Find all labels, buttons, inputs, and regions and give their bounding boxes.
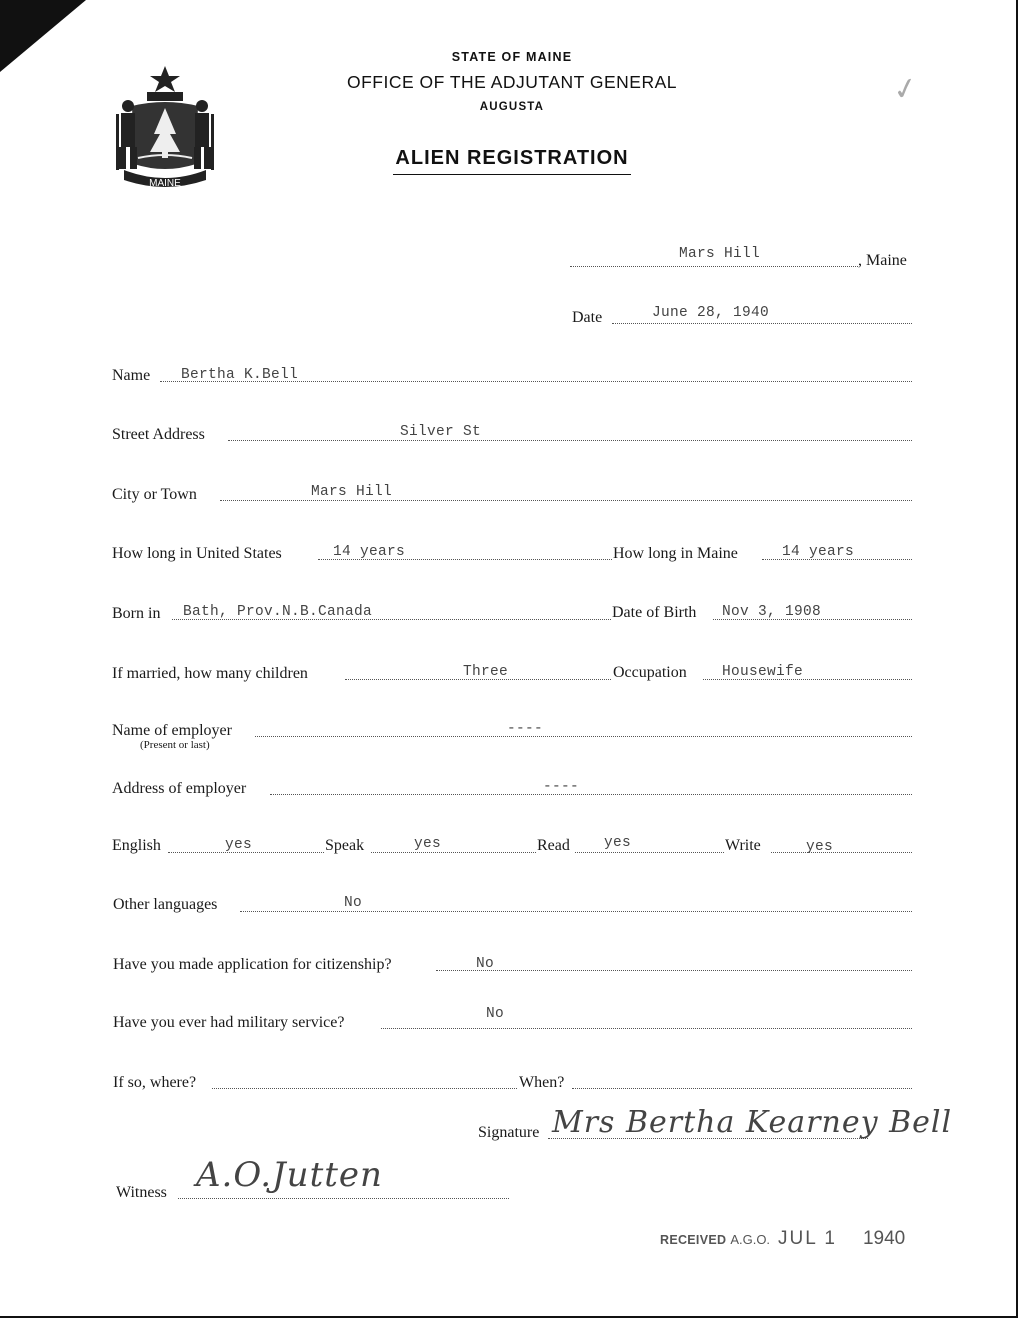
where-label: If so, where? bbox=[113, 1074, 197, 1091]
other-languages-label: Other languages bbox=[113, 896, 218, 913]
employer-name-note: (Present or last) bbox=[140, 739, 210, 751]
city-line bbox=[220, 500, 912, 501]
citizenship-label: Have you made application for citizenship? bbox=[113, 956, 392, 973]
employer-address-line bbox=[270, 794, 912, 795]
stamp-date: JUL 1 bbox=[778, 1228, 837, 1249]
where-line bbox=[212, 1088, 517, 1089]
stamp-office: A.G.O. bbox=[730, 1232, 771, 1247]
checkmark-icon: ✓ bbox=[889, 69, 922, 110]
date-of-birth-value[interactable]: Nov 3, 1908 bbox=[722, 604, 822, 620]
street-address-label: Street Address bbox=[112, 426, 205, 443]
city-heading: AUGUSTA bbox=[479, 101, 545, 113]
name-value[interactable]: Bertha K.Bell bbox=[181, 367, 299, 383]
how-long-maine-label: How long in Maine bbox=[613, 545, 738, 562]
read-label: Read bbox=[537, 837, 570, 854]
employer-name-line bbox=[255, 736, 912, 737]
when-line bbox=[572, 1088, 912, 1089]
employer-name-value[interactable]: ---- bbox=[507, 721, 544, 737]
when-label: When? bbox=[519, 1074, 565, 1091]
english-label: English bbox=[112, 837, 161, 854]
born-in-label: Born in bbox=[112, 605, 161, 622]
write-value[interactable]: yes bbox=[806, 839, 834, 855]
occupation-label: Occupation bbox=[613, 664, 687, 681]
born-in-value[interactable]: Bath, Prov.N.B.Canada bbox=[183, 604, 373, 620]
date-of-birth-label: Date of Birth bbox=[612, 604, 697, 621]
read-line bbox=[575, 852, 724, 853]
date-label: Date bbox=[572, 309, 603, 326]
how-long-maine-value[interactable]: 14 years bbox=[782, 544, 855, 560]
street-address-line bbox=[228, 440, 912, 441]
town-line bbox=[570, 266, 858, 267]
children-label: If married, how many children bbox=[112, 665, 308, 682]
witness-line bbox=[178, 1198, 509, 1199]
office-heading: OFFICE OF THE ADJUTANT GENERAL bbox=[346, 72, 678, 92]
city-label: City or Town bbox=[112, 486, 197, 503]
speak-value[interactable]: yes bbox=[414, 836, 442, 852]
maine-suffix-label: , Maine bbox=[858, 252, 907, 269]
speak-line bbox=[371, 852, 536, 853]
form-title bbox=[0, 147, 1024, 175]
how-long-us-value[interactable]: 14 years bbox=[333, 544, 406, 560]
speak-label: Speak bbox=[325, 837, 365, 854]
seal-banner-text: MAINE bbox=[149, 178, 181, 189]
citizenship-value[interactable]: No bbox=[476, 956, 495, 972]
received-stamp bbox=[660, 1229, 905, 1248]
stamp-year: 1940 bbox=[862, 1228, 906, 1249]
employer-address-label: Address of employer bbox=[112, 780, 247, 797]
occupation-value[interactable]: Housewife bbox=[722, 664, 804, 680]
citizenship-line bbox=[436, 970, 912, 971]
write-line bbox=[771, 852, 912, 853]
military-service-line bbox=[381, 1028, 912, 1029]
name-label: Name bbox=[112, 367, 151, 384]
witness-value[interactable]: A.O.Jutten bbox=[196, 1155, 383, 1195]
date-line bbox=[612, 323, 912, 324]
witness-label: Witness bbox=[116, 1184, 167, 1201]
stamp-received: RECEIVED bbox=[660, 1233, 727, 1247]
other-languages-value[interactable]: No bbox=[344, 895, 363, 911]
city-value[interactable]: Mars Hill bbox=[311, 484, 393, 500]
english-value[interactable]: yes bbox=[225, 837, 253, 853]
write-label: Write bbox=[725, 837, 761, 854]
military-service-label: Have you ever had military service? bbox=[113, 1014, 345, 1031]
town-value[interactable]: Mars Hill bbox=[679, 246, 761, 262]
other-languages-line bbox=[240, 911, 912, 912]
signature-value[interactable]: Mrs Bertha Kearney Bell bbox=[552, 1105, 953, 1140]
employer-address-value[interactable]: ---- bbox=[543, 779, 580, 795]
how-long-us-label: How long in United States bbox=[112, 545, 282, 562]
signature-label: Signature bbox=[478, 1124, 540, 1141]
state-heading: STATE OF MAINE bbox=[451, 50, 573, 64]
employer-name-label: Name of employer bbox=[112, 722, 232, 739]
form-title-text: ALIEN REGISTRATION bbox=[393, 147, 630, 175]
children-value[interactable]: Three bbox=[463, 664, 509, 680]
read-value[interactable]: yes bbox=[604, 835, 632, 851]
date-value[interactable]: June 28, 1940 bbox=[652, 305, 770, 321]
street-address-value[interactable]: Silver St bbox=[400, 424, 482, 440]
military-service-value[interactable]: No bbox=[486, 1006, 505, 1022]
